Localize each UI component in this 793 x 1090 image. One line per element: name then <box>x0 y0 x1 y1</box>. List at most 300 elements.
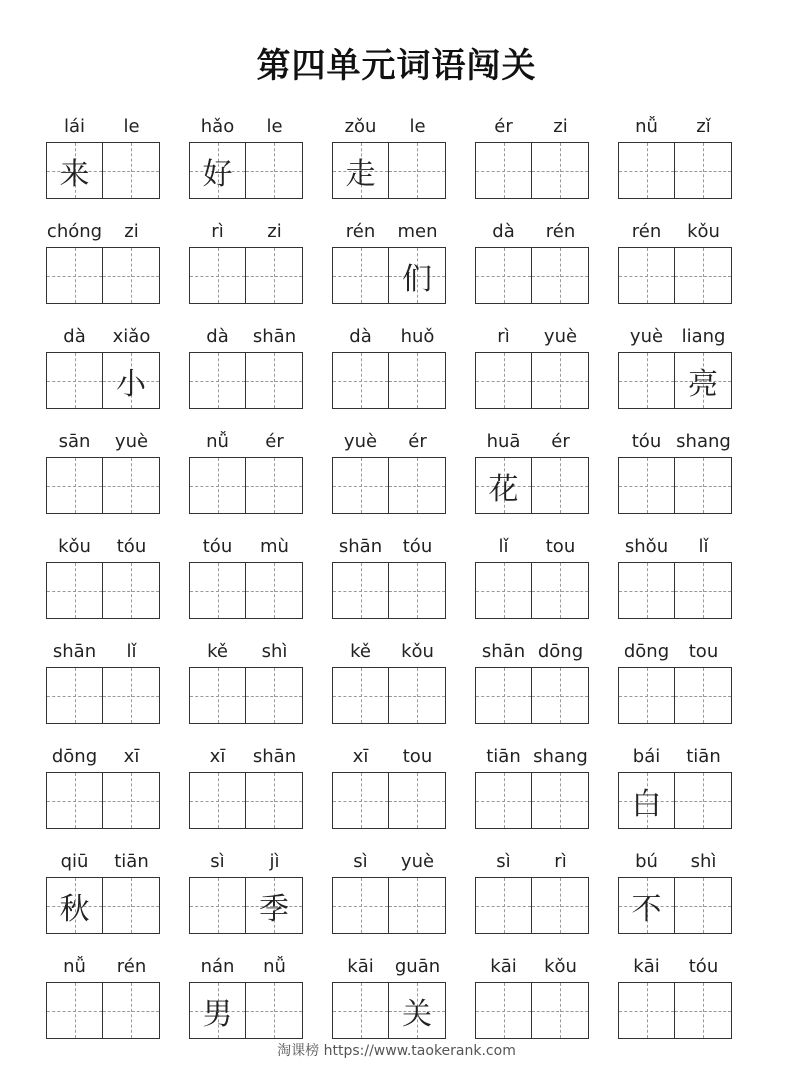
tianzige-boxes <box>475 982 589 1039</box>
pinyin-row <box>332 326 446 350</box>
pinyin-syllable: rén <box>345 221 376 242</box>
pinyin-syllable: zi <box>553 116 568 137</box>
pinyin-syllable: lǐ <box>126 641 137 662</box>
pinyin-row <box>618 326 732 350</box>
tianzige-box[interactable] <box>389 667 446 724</box>
tianzige-boxes <box>618 247 732 304</box>
hanzi-character: 秋 <box>59 891 90 927</box>
pinyin-syllable: tou <box>545 536 576 557</box>
word-item <box>46 532 160 637</box>
pinyin-syllable: kǒu <box>544 956 577 977</box>
tianzige-box[interactable] <box>246 247 303 304</box>
tianzige-boxes <box>189 142 303 199</box>
pinyin-syllable: tou <box>402 746 433 767</box>
tianzige-boxes <box>332 877 446 934</box>
pinyin-syllable: shān <box>52 641 97 662</box>
pinyin-row <box>618 221 732 245</box>
tianzige-box[interactable] <box>618 247 675 304</box>
tianzige-box[interactable] <box>332 562 389 619</box>
tianzige-box[interactable] <box>475 142 532 199</box>
pinyin-row <box>475 641 589 665</box>
tianzige-box[interactable] <box>389 877 446 934</box>
word-item <box>475 532 589 637</box>
pinyin-row <box>189 536 303 560</box>
pinyin-syllable: sì <box>210 851 225 872</box>
hanzi-character: 不 <box>631 891 662 927</box>
pinyin-syllable: jì <box>269 851 280 872</box>
pinyin-syllable: le <box>123 116 140 137</box>
pinyin-syllable: zǒu <box>344 116 377 137</box>
tianzige-box[interactable] <box>246 142 303 199</box>
tianzige-box[interactable] <box>675 667 732 724</box>
word-item <box>618 427 732 532</box>
word-item <box>46 112 160 217</box>
pinyin-row <box>189 221 303 245</box>
pinyin-syllable: dà <box>349 326 372 347</box>
pinyin-syllable: xī <box>352 746 369 767</box>
tianzige-box[interactable] <box>246 667 303 724</box>
pinyin-syllable: kǒu <box>401 641 434 662</box>
pinyin-syllable: rì <box>497 326 510 347</box>
tianzige-boxes <box>475 877 589 934</box>
pinyin-syllable: shì <box>690 851 717 872</box>
tianzige-box[interactable] <box>675 142 732 199</box>
pinyin-row <box>46 326 160 350</box>
word-item <box>618 532 732 637</box>
pinyin-syllable: rén <box>545 221 576 242</box>
word-item <box>332 427 446 532</box>
pinyin-row <box>46 956 160 980</box>
pinyin-row <box>618 641 732 665</box>
tianzige-box[interactable] <box>389 142 446 199</box>
tianzige-box[interactable] <box>332 247 389 304</box>
tianzige-box[interactable] <box>675 982 732 1039</box>
word-item <box>618 322 732 427</box>
tianzige-boxes <box>618 562 732 619</box>
pinyin-syllable: bái <box>632 746 661 767</box>
pinyin-row <box>189 641 303 665</box>
word-item <box>189 847 303 952</box>
pinyin-syllable: shān <box>252 326 297 347</box>
pinyin-syllable: xiǎo <box>112 326 151 347</box>
word-item <box>332 532 446 637</box>
pinyin-row <box>475 116 589 140</box>
tianzige-box[interactable] <box>46 457 103 514</box>
pinyin-syllable: men <box>397 221 438 242</box>
tianzige-box[interactable] <box>475 982 532 1039</box>
tianzige-box[interactable] <box>246 877 303 934</box>
word-item <box>189 637 303 742</box>
tianzige-box[interactable] <box>475 247 532 304</box>
tianzige-box[interactable] <box>189 772 246 829</box>
tianzige-box[interactable] <box>46 877 103 934</box>
word-item <box>618 847 732 952</box>
tianzige-boxes <box>46 982 160 1039</box>
tianzige-box[interactable] <box>618 142 675 199</box>
tianzige-box[interactable] <box>675 772 732 829</box>
tianzige-box[interactable] <box>532 982 589 1039</box>
pinyin-syllable: dà <box>63 326 86 347</box>
word-item <box>475 322 589 427</box>
word-item <box>189 532 303 637</box>
pinyin-row <box>46 116 160 140</box>
tianzige-box[interactable] <box>389 352 446 409</box>
tianzige-boxes <box>332 667 446 724</box>
tianzige-box[interactable] <box>675 247 732 304</box>
pinyin-syllable: huǒ <box>400 326 435 347</box>
tianzige-box[interactable] <box>532 352 589 409</box>
tianzige-box[interactable] <box>475 667 532 724</box>
tianzige-boxes <box>332 982 446 1039</box>
pinyin-syllable: tóu <box>402 536 433 557</box>
tianzige-boxes <box>618 457 732 514</box>
word-item <box>475 217 589 322</box>
pinyin-syllable: lǐ <box>698 536 709 557</box>
pinyin-row <box>475 221 589 245</box>
pinyin-syllable: tiān <box>114 851 149 872</box>
pinyin-syllable: zǐ <box>696 116 711 137</box>
word-item <box>618 217 732 322</box>
hanzi-character: 走 <box>345 156 376 192</box>
tianzige-boxes <box>46 352 160 409</box>
word-item <box>189 427 303 532</box>
tianzige-boxes <box>332 772 446 829</box>
tianzige-box[interactable] <box>675 352 732 409</box>
hanzi-character: 们 <box>402 261 432 297</box>
word-item <box>475 427 589 532</box>
tianzige-box[interactable] <box>332 142 389 199</box>
pinyin-syllable: mù <box>260 536 289 557</box>
pinyin-row <box>618 851 732 875</box>
tianzige-box[interactable] <box>189 877 246 934</box>
pinyin-syllable: shān <box>481 641 526 662</box>
pinyin-row <box>332 956 446 980</box>
tianzige-box[interactable] <box>103 772 160 829</box>
tianzige-boxes <box>475 772 589 829</box>
tianzige-box[interactable] <box>475 877 532 934</box>
pinyin-row <box>618 746 732 770</box>
tianzige-box[interactable] <box>246 562 303 619</box>
tianzige-box[interactable] <box>46 667 103 724</box>
pinyin-row <box>475 746 589 770</box>
pinyin-row <box>46 221 160 245</box>
pinyin-syllable: yuè <box>343 431 378 452</box>
pinyin-syllable: tóu <box>202 536 233 557</box>
tianzige-box[interactable] <box>618 562 675 619</box>
pinyin-syllable: ér <box>265 431 284 452</box>
tianzige-boxes <box>332 562 446 619</box>
tianzige-box[interactable] <box>332 982 389 1039</box>
tianzige-boxes <box>46 247 160 304</box>
pinyin-syllable: bú <box>635 851 658 872</box>
word-item <box>46 427 160 532</box>
tianzige-box[interactable] <box>389 247 446 304</box>
tianzige-box[interactable] <box>189 982 246 1039</box>
pinyin-row <box>475 956 589 980</box>
tianzige-box[interactable] <box>103 562 160 619</box>
tianzige-box[interactable] <box>675 457 732 514</box>
tianzige-box[interactable] <box>532 562 589 619</box>
tianzige-boxes <box>189 352 303 409</box>
pinyin-syllable: qiū <box>60 851 89 872</box>
pinyin-row <box>189 956 303 980</box>
pinyin-syllable: nǚ <box>263 956 286 977</box>
pinyin-row <box>332 851 446 875</box>
pinyin-row <box>332 641 446 665</box>
pinyin-row <box>189 431 303 455</box>
pinyin-row <box>189 326 303 350</box>
tianzige-boxes <box>189 982 303 1039</box>
word-item <box>46 637 160 742</box>
tianzige-box[interactable] <box>103 352 160 409</box>
tianzige-box[interactable] <box>189 352 246 409</box>
tianzige-box[interactable] <box>532 772 589 829</box>
tianzige-boxes <box>332 457 446 514</box>
word-item <box>332 322 446 427</box>
pinyin-syllable: chóng <box>46 221 103 242</box>
tianzige-box[interactable] <box>46 247 103 304</box>
pinyin-syllable: nǚ <box>63 956 86 977</box>
tianzige-box[interactable] <box>332 667 389 724</box>
footer-watermark: 淘课榜 https://www.taokerank.com <box>277 1043 516 1059</box>
tianzige-box[interactable] <box>675 877 732 934</box>
tianzige-box[interactable] <box>332 772 389 829</box>
pinyin-row <box>618 536 732 560</box>
tianzige-boxes <box>475 457 589 514</box>
tianzige-boxes <box>189 457 303 514</box>
tianzige-box[interactable] <box>103 247 160 304</box>
tianzige-boxes <box>475 667 589 724</box>
tianzige-box[interactable] <box>332 457 389 514</box>
tianzige-box[interactable] <box>532 877 589 934</box>
word-item <box>475 637 589 742</box>
word-item <box>475 847 589 952</box>
tianzige-box[interactable] <box>675 562 732 619</box>
pinyin-row <box>475 536 589 560</box>
word-item <box>332 637 446 742</box>
tianzige-box[interactable] <box>475 352 532 409</box>
pinyin-syllable: tiān <box>486 746 521 767</box>
word-item <box>618 742 732 847</box>
pinyin-syllable: tou <box>688 641 719 662</box>
tianzige-boxes <box>618 352 732 409</box>
tianzige-boxes <box>618 877 732 934</box>
pinyin-syllable: xī <box>123 746 140 767</box>
pinyin-syllable: xī <box>209 746 226 767</box>
tianzige-box[interactable] <box>618 982 675 1039</box>
hanzi-character: 亮 <box>688 366 718 402</box>
pinyin-syllable: dà <box>206 326 229 347</box>
tianzige-box[interactable] <box>103 142 160 199</box>
tianzige-box[interactable] <box>189 142 246 199</box>
tianzige-boxes <box>189 562 303 619</box>
tianzige-box[interactable] <box>332 877 389 934</box>
pinyin-syllable: dōng <box>623 641 670 662</box>
pinyin-syllable: kě <box>207 641 228 662</box>
tianzige-box[interactable] <box>532 667 589 724</box>
pinyin-row <box>189 116 303 140</box>
tianzige-boxes <box>189 877 303 934</box>
tianzige-box[interactable] <box>618 352 675 409</box>
word-item <box>46 217 160 322</box>
pinyin-row <box>475 851 589 875</box>
tianzige-boxes <box>618 982 732 1039</box>
tianzige-box[interactable] <box>389 457 446 514</box>
word-item <box>46 322 160 427</box>
tianzige-box[interactable] <box>103 457 160 514</box>
pinyin-row <box>46 746 160 770</box>
tianzige-boxes <box>46 457 160 514</box>
word-item <box>46 742 160 847</box>
pinyin-syllable: rén <box>631 221 662 242</box>
tianzige-box[interactable] <box>46 562 103 619</box>
tianzige-box[interactable] <box>618 877 675 934</box>
tianzige-boxes <box>46 667 160 724</box>
tianzige-box[interactable] <box>189 562 246 619</box>
word-item <box>332 742 446 847</box>
tianzige-box[interactable] <box>246 352 303 409</box>
pinyin-syllable: kě <box>350 641 371 662</box>
pinyin-syllable: shì <box>261 641 288 662</box>
hanzi-character: 花 <box>488 471 519 507</box>
pinyin-row <box>46 536 160 560</box>
tianzige-box[interactable] <box>475 772 532 829</box>
pinyin-row <box>46 431 160 455</box>
word-item <box>475 742 589 847</box>
tianzige-box[interactable] <box>103 667 160 724</box>
pinyin-syllable: kǒu <box>687 221 720 242</box>
pinyin-syllable: kāi <box>633 956 660 977</box>
hanzi-character: 白 <box>631 786 662 822</box>
pinyin-syllable: nǚ <box>635 116 658 137</box>
pinyin-syllable: tiān <box>686 746 721 767</box>
pinyin-syllable: hǎo <box>200 116 235 137</box>
tianzige-boxes <box>475 562 589 619</box>
pinyin-syllable: shang <box>676 431 731 452</box>
word-item <box>332 847 446 952</box>
pinyin-syllable: ér <box>494 116 513 137</box>
tianzige-boxes <box>475 142 589 199</box>
tianzige-boxes <box>332 247 446 304</box>
pinyin-syllable: sān <box>58 431 91 452</box>
pinyin-syllable: yuè <box>629 326 664 347</box>
tianzige-box[interactable] <box>532 247 589 304</box>
pinyin-row <box>189 746 303 770</box>
tianzige-boxes <box>475 247 589 304</box>
tianzige-box[interactable] <box>246 457 303 514</box>
pinyin-syllable: huā <box>486 431 521 452</box>
tianzige-boxes <box>46 142 160 199</box>
tianzige-box[interactable] <box>389 982 446 1039</box>
pinyin-row <box>46 851 160 875</box>
tianzige-box[interactable] <box>189 247 246 304</box>
pinyin-row <box>618 431 732 455</box>
pinyin-row <box>332 221 446 245</box>
pinyin-syllable: dōng <box>51 746 98 767</box>
pinyin-syllable: yuè <box>543 326 578 347</box>
tianzige-box[interactable] <box>389 562 446 619</box>
word-item <box>618 637 732 742</box>
hanzi-character: 好 <box>202 156 233 192</box>
hanzi-character: 来 <box>59 156 90 192</box>
pinyin-syllable: tóu <box>688 956 719 977</box>
pinyin-syllable: le <box>409 116 426 137</box>
pinyin-syllable: shān <box>338 536 383 557</box>
pinyin-syllable: shang <box>533 746 588 767</box>
pinyin-syllable: liang <box>681 326 726 347</box>
tianzige-boxes <box>46 562 160 619</box>
tianzige-box[interactable] <box>189 457 246 514</box>
tianzige-box[interactable] <box>189 667 246 724</box>
pinyin-syllable: sì <box>496 851 511 872</box>
tianzige-box[interactable] <box>46 982 103 1039</box>
pinyin-syllable: yuè <box>400 851 435 872</box>
tianzige-boxes <box>618 667 732 724</box>
word-item <box>618 112 732 217</box>
word-item <box>189 112 303 217</box>
tianzige-boxes <box>46 772 160 829</box>
tianzige-box[interactable] <box>46 772 103 829</box>
tianzige-box[interactable] <box>389 772 446 829</box>
word-item <box>189 217 303 322</box>
pinyin-syllable: kǒu <box>58 536 91 557</box>
pinyin-syllable: rén <box>116 956 147 977</box>
tianzige-box[interactable] <box>475 457 532 514</box>
pinyin-syllable: dōng <box>537 641 584 662</box>
tianzige-box[interactable] <box>475 562 532 619</box>
tianzige-box[interactable] <box>103 982 160 1039</box>
tianzige-boxes <box>475 352 589 409</box>
pinyin-syllable: rì <box>554 851 567 872</box>
word-item <box>46 847 160 952</box>
tianzige-box[interactable] <box>246 772 303 829</box>
tianzige-boxes <box>189 772 303 829</box>
tianzige-box[interactable] <box>332 352 389 409</box>
pinyin-syllable: kāi <box>490 956 517 977</box>
pinyin-syllable: zi <box>124 221 139 242</box>
tianzige-box[interactable] <box>246 982 303 1039</box>
tianzige-box[interactable] <box>103 877 160 934</box>
word-item <box>189 322 303 427</box>
hanzi-character: 男 <box>202 996 233 1032</box>
pinyin-row <box>332 116 446 140</box>
tianzige-boxes <box>189 247 303 304</box>
page-title: 第四单元词语闯关 <box>256 46 537 86</box>
pinyin-syllable: nǚ <box>206 431 229 452</box>
pinyin-syllable: rì <box>211 221 224 242</box>
pinyin-syllable: lǐ <box>498 536 509 557</box>
tianzige-box[interactable] <box>46 352 103 409</box>
pinyin-syllable: tóu <box>631 431 662 452</box>
tianzige-box[interactable] <box>46 142 103 199</box>
pinyin-syllable: sì <box>353 851 368 872</box>
tianzige-box[interactable] <box>618 772 675 829</box>
pinyin-row <box>475 326 589 350</box>
tianzige-boxes <box>618 142 732 199</box>
pinyin-syllable: shǒu <box>624 536 669 557</box>
pinyin-row <box>46 641 160 665</box>
pinyin-syllable: guān <box>394 956 441 977</box>
tianzige-box[interactable] <box>618 457 675 514</box>
tianzige-boxes <box>332 142 446 199</box>
tianzige-boxes <box>46 877 160 934</box>
tianzige-box[interactable] <box>532 457 589 514</box>
pinyin-syllable: tóu <box>116 536 147 557</box>
word-item <box>189 742 303 847</box>
tianzige-box[interactable] <box>532 142 589 199</box>
tianzige-box[interactable] <box>618 667 675 724</box>
pinyin-row <box>618 116 732 140</box>
